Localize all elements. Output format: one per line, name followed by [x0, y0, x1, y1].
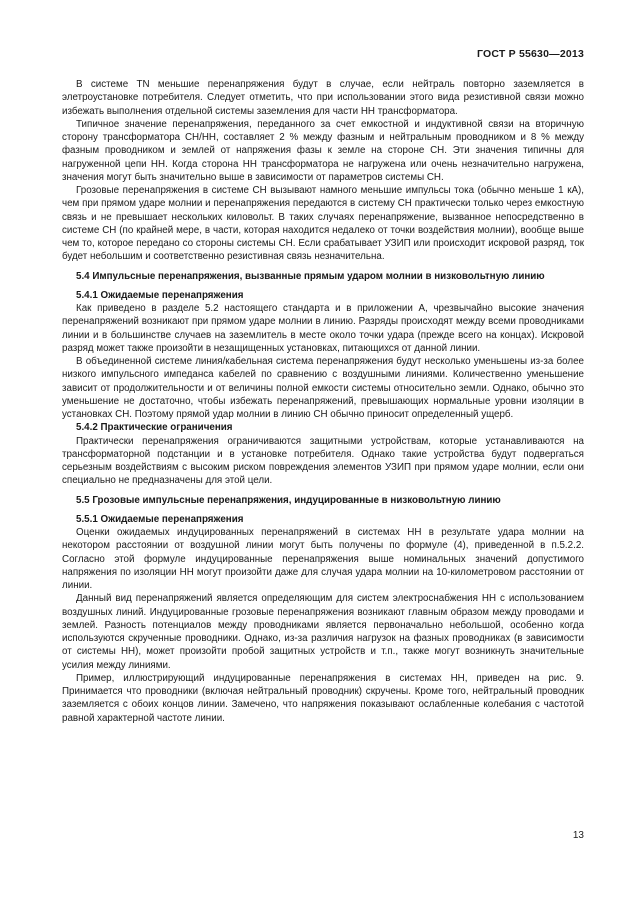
- document-body: [62, 78, 584, 725]
- paragraph: Грозовые перенапряжения в системе СН вызывают намного меньшие импульсы тока (обычно меньше 1 кА), чем при прямом ударе молнии и перенапряжения передаются в систему СН практически только через емкостную связь и не превышает нескольких киловольт. В таких случаях перенапряжение, вызванное непосредственно в системе СН (по крайней мере, в части, которая находится недалеко от точки воздействия молнии), вообще выше чем то, которое передано со стороны системы СН. Если срабатывает УЗИП или происходит искровой разряд, ток будет небольшим и соответственно резистивная связь незначительна.: [62, 185, 584, 263]
- paragraph: Типичное значение перенапряжения, переданного за счет емкостной и индуктивной связи на вторичную сторону трансформатора СН/НН, составляет 2 % между фазным и нейтральным проводником и 8 % между фазным проводником и землей от напряжения фазы к земле на стороне СН. Эти значения типичны для нагруженной цепи НН. Когда сторона НН трансформатора не нагружена или очень незначительно нагружена, значения могут быть значительно выше в зависимости от параметров системы СН.: [62, 118, 584, 183]
- paragraph: Оценки ожидаемых индуцированных перенапряжений в системах НН в результате удара молнии на некотором расстоянии от воздушной линии могут быть получены по формуле (4), приведенной в п.5.2.2. Согласно этой формуле индуцированные перенапряжения выше номинальных значений допустимого напряжения по изоляции НН могут произойти даже для случая удара молнии на 10-километровом расстоянии от линии.: [62, 527, 584, 591]
- subsection-heading-5-4-2: 5.4.2 Практические ограничения: [76, 422, 233, 434]
- page-number: 13: [572, 830, 584, 841]
- section-heading-5-5: 5.5 Грозовые импульсные перенапряжения, индуцированные в низковольтную линию: [76, 494, 501, 506]
- paragraph: Пример, иллюстрирующий индуцированные перенапряжения в системах НН, приведен на рис. 9. Принимается что проводники (включая нейтральный проводник) скручены. Кроме того, нейтральный проводник заземляется с обоих концов линии. Замечено, что напряжения показывают ослабленные колебания с частотой равной характерной частоте линии.: [62, 672, 584, 724]
- paragraph: В объединенной системе линия/кабельная система перенапряжения будут несколько уменьшены из-за более низкого импульсного импеданса кабелей по сравнению с воздушными линиями. Количественно уменьшение зависит от продолжительности и от величины полной емкости системы относительно земли. Однако, обычно это уменьшение не достаточно, чтобы избежать перенапряжений, превышающих нормальные уровни изоляции в установках СН. Поэтому прямой удар молнии в линию СН обычно приносит определенный ущерб.: [62, 356, 584, 420]
- paragraph: В системе TN меньшие перенапряжения будут в случае, если нейтраль повторно заземляется в элетроустановке потребителя. Следует отметить, что при использовании этого вида резистивной связи можно избежать выполнения отдельной системы заземления для части НН трансформатора.: [62, 79, 584, 117]
- section-heading-5-4: 5.4 Импульсные перенапряжения, вызванные прямым ударом молнии в низковольтную линию: [76, 270, 545, 282]
- paragraph: Как приведено в разделе 5.2 настоящего стандарта и в приложении А, чрезвычайно высокие значения перенапряжений возникают при прямом ударе молнии в линию. Разряды происходят между всеми проводниками линии и в большинстве случаев на заземлитель в месте около точки удара (прежде всего на концах). Искровой разряд может также произойти в незащищенных установках, питающихся от данной линии.: [62, 303, 584, 354]
- standard-header: ГОСТ Р 55630—2013: [476, 48, 584, 60]
- paragraph: Практически перенапряжения ограничиваются защитными устройствам, которые устанавливаются на трансформаторной подстанции и в установке потребителя. Однако такие устройства будут подвергаться серьезным воздействиям с высоким риском повреждения элементов УЗИП при прямом ударе молнии, если они специально не предназначены для этой цели.: [62, 435, 584, 487]
- paragraph: Данный вид перенапряжений является определяющим для систем электроснабжения НН с использованием воздушных линий. Индуцированные грозовые перенапряжения возникают главным образом между проводами и землей. Разность потенциалов между проводниками является первоначально небольшой, особенно когда используются скрученные проводники. Однако, из-за различия нагрузок на фазных проводниках (в зависимости от системы НН), может произойти пробой защитных устройств и т.п., также могут возникнуть значительные усилия между линиями.: [62, 593, 584, 671]
- subsection-heading-5-4-1: 5.4.1 Ожидаемые перенапряжения: [76, 289, 244, 301]
- subsection-heading-5-5-1: 5.5.1 Ожидаемые перенапряжения: [76, 513, 244, 525]
